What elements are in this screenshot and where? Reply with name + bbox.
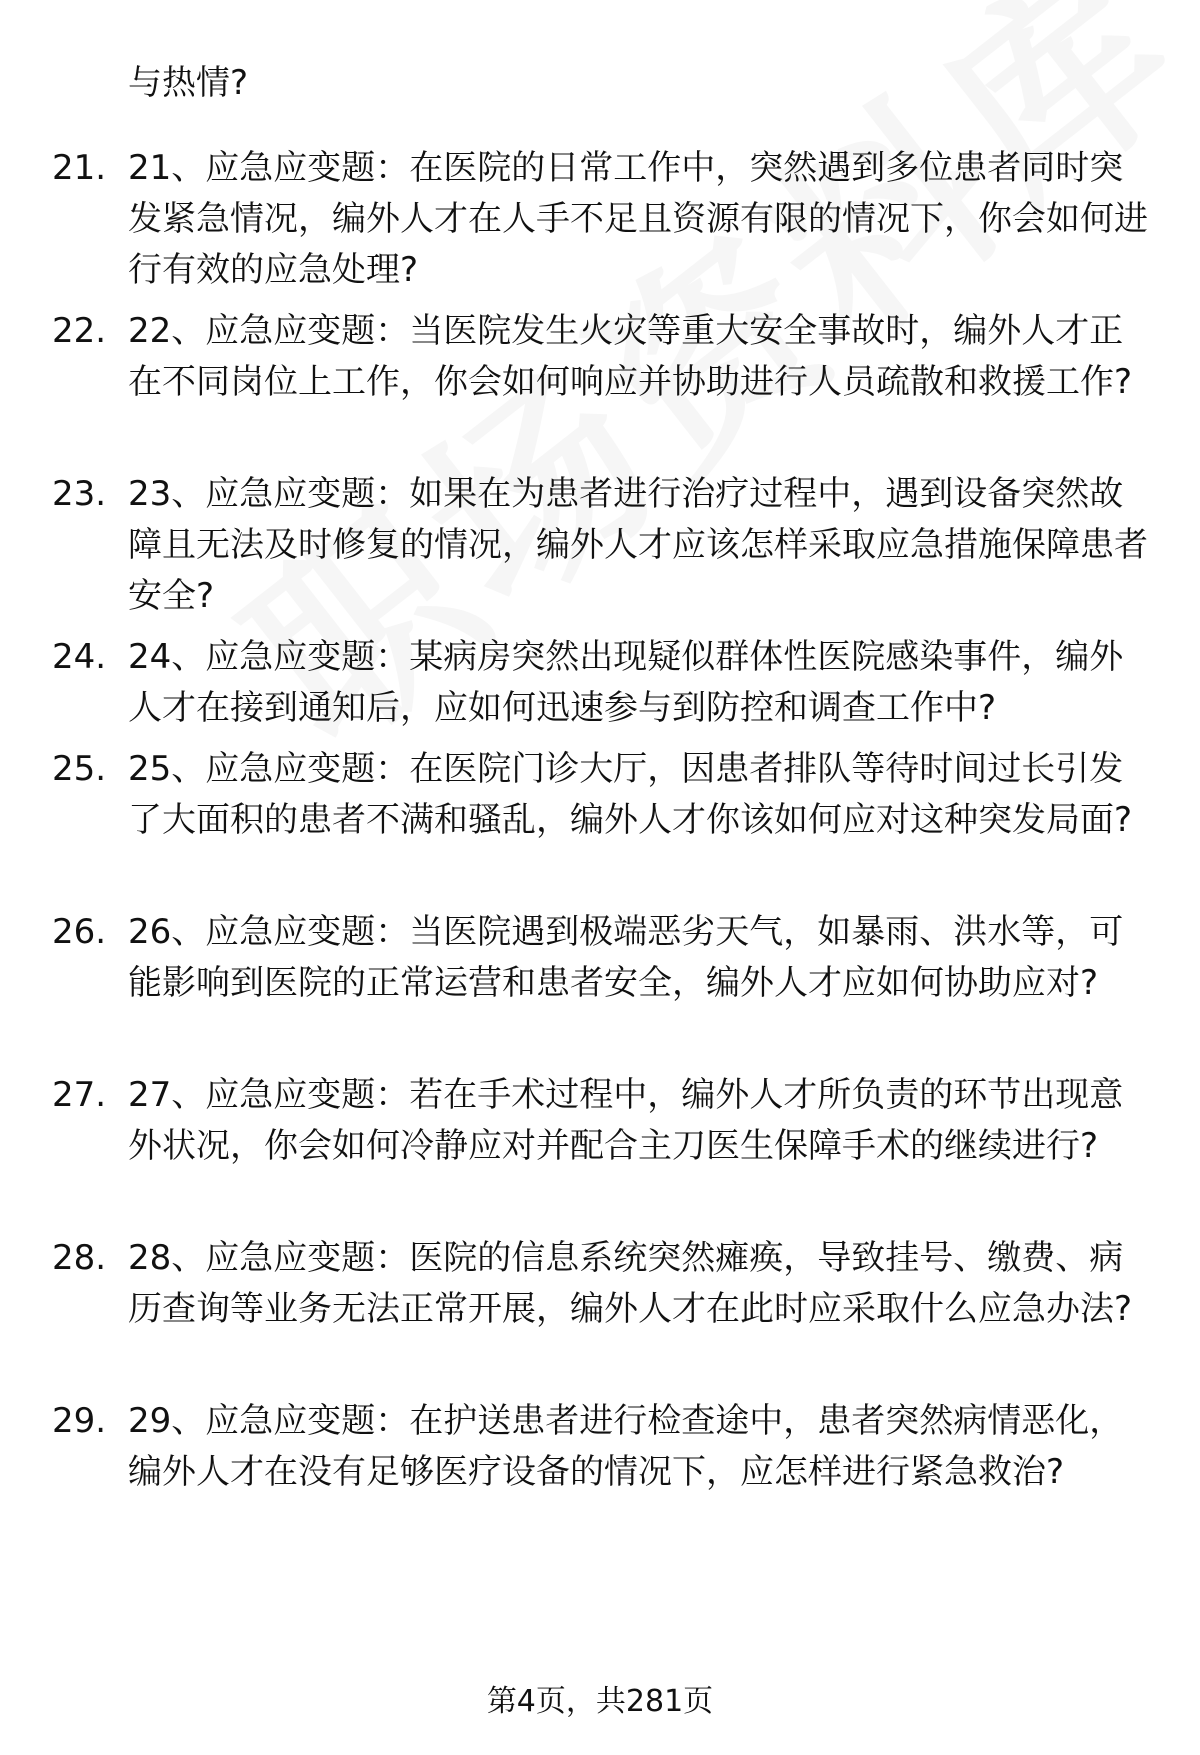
- question-text: 27、应急应变题：若在手术过程中，编外人才所负责的环节出现意外状况，你会如何冷静应对并配合主刀医生保障手术的继续进行?: [128, 1075, 1124, 1166]
- question-number: 24.: [52, 637, 107, 677]
- question-text: 22、应急应变题：当医院发生火灾等重大安全事故时，编外人才正在不同岗位上工作，你会如何响应并协助进行人员疏散和救援工作?: [128, 311, 1133, 402]
- question-text: 28、应急应变题：医院的信息系统突然瘫痪，导致挂号、缴费、病历查询等业务无法正常开展，编外人才在此时应采取什么应急办法?: [128, 1238, 1133, 1329]
- question-number: 22.: [52, 311, 107, 351]
- question-text: 21、应急应变题：在医院的日常工作中，突然遇到多位患者同时突发紧急情况，编外人才在人手不足且资源有限的情况下，你会如何进行有效的应急处理?: [128, 148, 1148, 290]
- continued-question-text: 与热情?: [128, 63, 249, 103]
- page-number: 第4页，共281页: [486, 1684, 714, 1719]
- question-text: 29、应急应变题：在护送患者进行检查途中，患者突然病情恶化，编外人才在没有足够医疗设备的情况下，应怎样进行紧急救治?: [128, 1401, 1124, 1492]
- question-text: 23、应急应变题：如果在为患者进行治疗过程中，遇到设备突然故障且无法及时修复的情况，编外人才应该怎样采取应急措施保障患者安全?: [128, 474, 1148, 616]
- question-number: 21.: [52, 148, 107, 188]
- question-number: 25.: [52, 749, 107, 789]
- question-number: 23.: [52, 474, 107, 514]
- question-number: 26.: [52, 912, 107, 952]
- question-number: 29.: [52, 1401, 107, 1441]
- question-number: 28.: [52, 1238, 107, 1278]
- question-text: 24、应急应变题：某病房突然出现疑似群体性医院感染事件，编外人才在接到通知后，应如何迅速参与到防控和调查工作中?: [128, 637, 1124, 728]
- question-text: 26、应急应变题：当医院遇到极端恶劣天气，如暴雨、洪水等，可能影响到医院的正常运营和患者安全，编外人才应如何协助应对?: [128, 912, 1124, 1003]
- question-text: 25、应急应变题：在医院门诊大厅，因患者排队等待时间过长引发了大面积的患者不满和骚乱，编外人才你该如何应对这种突发局面?: [128, 749, 1133, 840]
- question-number: 27.: [52, 1075, 107, 1115]
